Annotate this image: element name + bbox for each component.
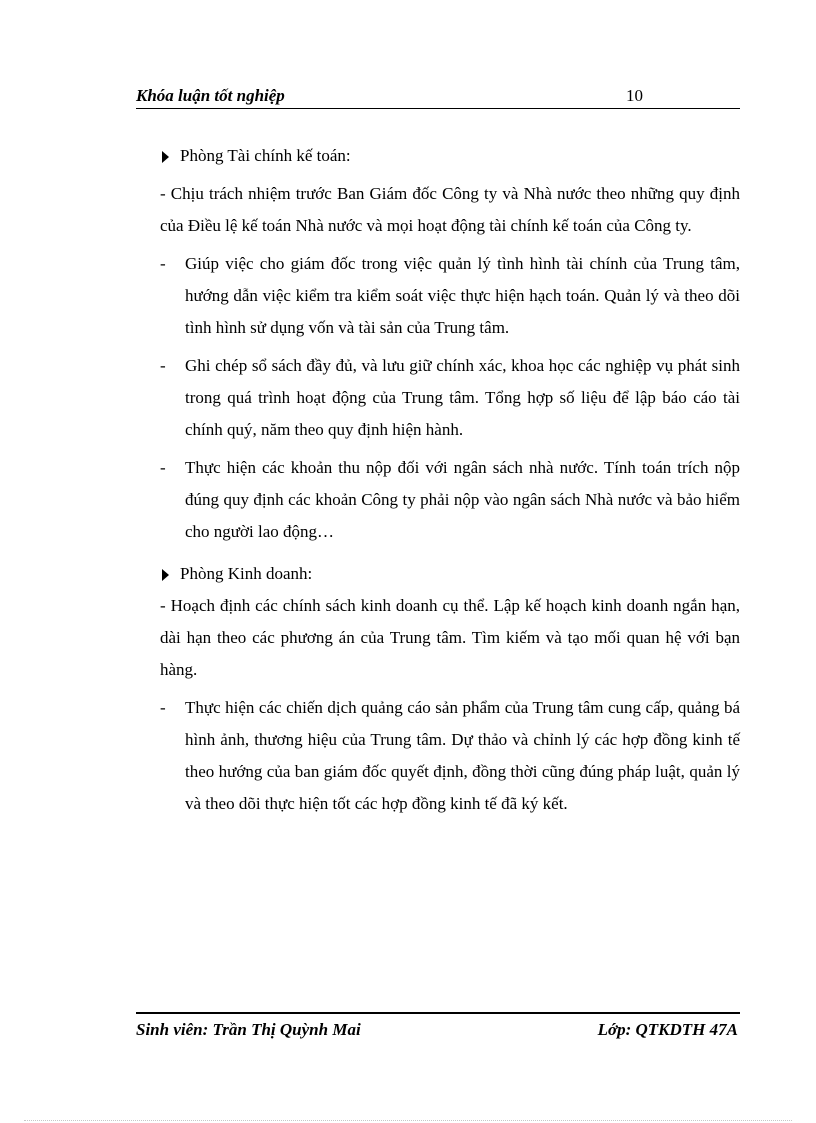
header-title: Khóa luận tốt nghiệp — [136, 86, 285, 105]
footer-student: Sinh viên: Trần Thị Quỳnh Mai — [136, 1020, 361, 1039]
document-body — [160, 140, 740, 820]
section-title-text: Phòng Kinh doanh: — [180, 564, 313, 583]
list-item — [160, 350, 740, 446]
list-item-text: Giúp việc cho giám đốc trong việc quản lý tình hình tài chính của Trung tâm, hướng dẫn việc kiểm tra kiểm soát việc thực hiện hạch toán. Quản lý và theo dõi tình hình sử dụng vốn và tài sản của Trung tâm. — [185, 254, 740, 337]
section-title-finance — [160, 140, 740, 172]
list-item — [160, 692, 740, 820]
footer-divider — [136, 1012, 740, 1014]
section-intro-finance: - Chịu trách nhiệm trước Ban Giám đốc Công ty và Nhà nước theo những quy định của Điều lệ kế toán Nhà nước và mọi hoạt động tài chính kế toán của Công ty. — [160, 184, 740, 235]
list-marker: - — [160, 356, 166, 375]
section-title-business — [160, 558, 740, 590]
list-marker: - — [160, 698, 166, 717]
page-edge-divider — [24, 1120, 792, 1121]
list-marker: - — [160, 458, 166, 477]
page-number: 10 — [626, 86, 643, 105]
footer-class: Lớp: QTKDTH 47A — [597, 1020, 738, 1039]
section-intro-business: - Hoạch định các chính sách kinh doanh cụ thể. Lập kế hoạch kinh doanh ngắn hạn, dài hạn theo các phương án của Trung tâm. Tìm kiếm và tạo mối quan hệ với bạn hàng. — [160, 596, 740, 679]
list-item — [160, 452, 740, 548]
section-title-text: Phòng Tài chính kế toán: — [180, 146, 351, 165]
list-item-text: Thực hiện các khoản thu nộp đối với ngân sách nhà nước. Tính toán trích nộp đúng quy định các khoản Công ty phải nộp vào ngân sách Nhà nước và bảo hiểm cho người lao động… — [185, 458, 740, 541]
list-item-text: Thực hiện các chiến dịch quảng cáo sản phẩm của Trung tâm cung cấp, quảng bá hình ảnh, thương hiệu của Trung tâm. Dự thảo và chỉnh lý các hợp đồng kinh tế theo hướng của ban giám đốc quyết định, đồng thời cũng đúng pháp luật, quản lý và theo dõi thực hiện tốt các hợp đồng kinh tế đã ký kết. — [185, 698, 740, 813]
page-header — [136, 84, 740, 109]
list-item — [160, 248, 740, 344]
list-item-text: Ghi chép sổ sách đầy đủ, và lưu giữ chính xác, khoa học các nghiệp vụ phát sinh trong quá trình hoạt động của Trung tâm. Tổng hợp số liệu để lập báo cáo tài chính quý, năm theo quy định hiện hành. — [185, 356, 740, 439]
triangle-bullet-icon — [162, 151, 169, 163]
triangle-bullet-icon — [162, 569, 169, 581]
list-marker: - — [160, 254, 166, 273]
